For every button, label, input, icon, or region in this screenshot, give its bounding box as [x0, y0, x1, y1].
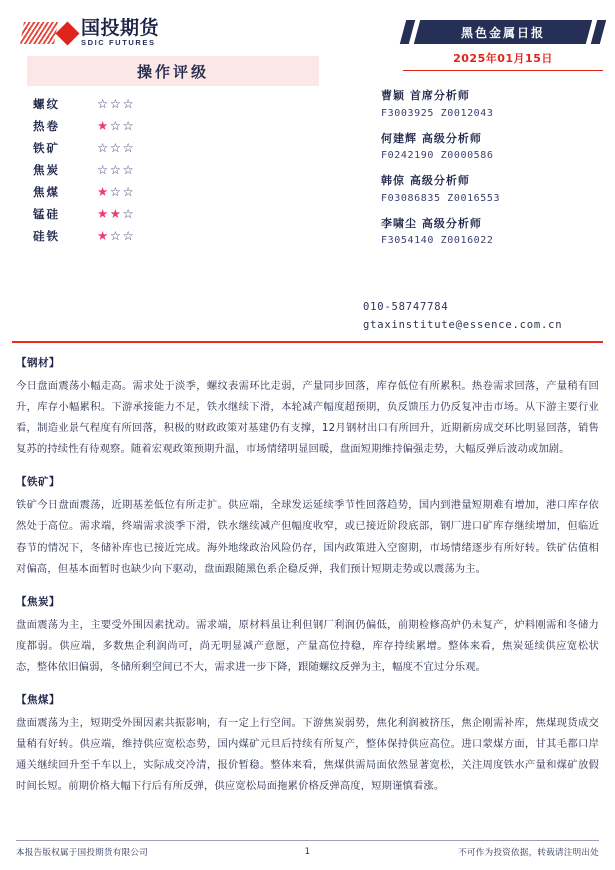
contact-email[interactable]: gtaxinstitute@essence.com.cn — [363, 319, 563, 332]
section-body-text: 今日盘面震荡小幅走高。需求处于淡季，螺纹表需环比走弱，产量同步回落，库存低位有所累积。热卷需求回落，产量稍有回升，库存小幅累积。下游承接能力不足，铁水继续下滑，本轮减产幅度超预期，负反馈压力仍反复冲击市场。从下游主要行业看，制造业景气程度有所回落，积极的财政政策对基建仍有支撑，12月钢材出口有所回升，近期新房成交环比明显回落，销售复苏的持续性有待观察。随着宏观政策预期升温，市场情绪明显回暖，盘面短期维持偏强走势，大幅反弹后波动或加剧。 — [16, 380, 599, 456]
rating-product-name: 焦炭 — [33, 163, 60, 177]
star-empty-icon: ☆ — [97, 140, 110, 155]
logo-hatch-icon — [20, 22, 58, 44]
star-filled-icon: ★ — [109, 206, 123, 221]
rating-stars — [97, 186, 135, 199]
rating-row — [27, 93, 319, 115]
sdic-logo-icon — [22, 20, 81, 46]
star-empty-icon: ☆ — [122, 140, 136, 155]
ratings-title-band — [27, 56, 319, 86]
rating-stars — [97, 208, 135, 221]
rating-row — [27, 115, 319, 137]
star-empty-icon: ☆ — [122, 184, 136, 199]
section-body-text: 盘面震荡为主，主要受外围因素扰动。需求端，原材料虽让利但钢厂利润仍偏低，前期检修高炉仍未复产，炉料刚需和冬储力度都弱。供应端，多数焦企利润尚可，尚无明显减产意愿，产量高位持稳，库存持续累增。整体来看，焦炭延续供应宽松状态，整体依旧偏弱，冬储所剩空间已不大，需求进一步下降，跟随螺纹反弹为主，幅度不宜过分乐观。 — [16, 618, 599, 673]
rating-row — [27, 203, 319, 225]
report-section — [16, 355, 599, 460]
rating-product-name: 热卷 — [33, 119, 60, 133]
analyst-list — [381, 88, 603, 258]
report-title: 黑色金属日报 — [460, 25, 545, 40]
star-empty-icon: ☆ — [97, 96, 110, 111]
rating-row — [27, 159, 319, 181]
star-empty-icon: ☆ — [122, 162, 136, 177]
banner-sliver-left — [400, 20, 415, 44]
rating-product-name: 焦煤 — [33, 185, 60, 199]
operation-ratings-panel — [27, 56, 319, 247]
star-filled-icon: ★ — [97, 206, 110, 221]
star-empty-icon: ☆ — [109, 140, 123, 155]
star-empty-icon: ☆ — [109, 228, 123, 243]
star-empty-icon: ☆ — [97, 162, 110, 177]
brand-name-en: SDIC FUTURES — [81, 38, 156, 48]
analyst-entry — [381, 216, 603, 251]
analyst-name-title: 何建辉 高级分析师 — [381, 131, 482, 145]
report-content — [16, 355, 599, 811]
star-empty-icon: ☆ — [122, 118, 136, 133]
analyst-license-codes: F0242190 Z0000586 — [381, 150, 494, 161]
section-body-text: 铁矿今日盘面震荡，近期基差低位有所走扩。供应端，全球发运延续季节性回落趋势，国内到港量短期难有增加，港口库存依然处于高位。需求端，终端需求淡季下滑，铁水继续减产但幅度收窄，或已接近阶段底部，钢厂进口矿库存继续增加，但临近春节的情况下，冬储补库也已接近完成。海外地缘政治风险仍存，国内政策进入空窗期，市场情绪逐步有所好转。铁矿估值相对偏高，但基本面暂时也缺少向下驱动，盘面跟随黑色系企稳反弹，我们预计短期走势或以震荡为主。 — [16, 499, 599, 575]
rating-product-name: 螺纹 — [33, 97, 60, 111]
rating-product-name: 硅铁 — [33, 229, 60, 243]
rating-row — [27, 225, 319, 247]
star-empty-icon: ☆ — [122, 96, 136, 111]
contact-block — [363, 298, 603, 335]
rating-stars — [97, 120, 135, 133]
logo-text — [81, 19, 159, 47]
section-body-text: 盘面震荡为主，短期受外围因素共振影响，有一定上行空间。下游焦炭弱势，焦化利润被挤压，焦企刚需补库，焦煤现货成交量稍有好转。供应端，维持供应宽松态势，国内煤矿元旦后持续有所复产，整体保持供应高位。进口蒙煤方面，甘其毛都口岸通关继续回升至千车以上，实际成交冷清，报价暂稳。整体来看，焦煤供需局面依然显著宽松，关注周度铁水产量和煤矿放假时间长短。前期价格大幅下行后有所反弹，供应宽松局面拖累价格反弹高度，短期谨慎看涨。 — [16, 717, 599, 793]
report-section — [16, 474, 599, 579]
report-footer — [16, 840, 599, 858]
star-empty-icon: ☆ — [109, 184, 123, 199]
banner-sliver-right — [591, 20, 606, 44]
analyst-entry — [381, 131, 603, 166]
analyst-license-codes: F3054140 Z0016022 — [381, 235, 494, 246]
rating-product-name: 锰硅 — [33, 207, 60, 221]
section-heading: 【钢材】 — [16, 357, 60, 369]
rating-stars — [97, 230, 135, 243]
logo-diamond-icon — [55, 21, 79, 45]
report-section — [16, 594, 599, 678]
brand-name-cn: 国投期货 — [81, 17, 160, 40]
star-empty-icon: ☆ — [109, 162, 123, 177]
analyst-name-title: 李啸尘 高级分析师 — [381, 216, 482, 230]
rating-stars — [97, 142, 135, 155]
footer-divider — [16, 840, 599, 841]
section-heading: 【焦煤】 — [16, 694, 60, 707]
star-empty-icon: ☆ — [109, 96, 123, 111]
footer-page-number: 1 — [304, 847, 311, 857]
footer-copyright: 本报告版权属于国投期货有限公司 — [16, 848, 149, 858]
rating-stars — [97, 164, 135, 177]
footer-disclaimer: 不可作为投资依据，转载请注明出处 — [458, 848, 599, 858]
star-filled-icon: ★ — [97, 118, 110, 133]
star-empty-icon: ☆ — [122, 206, 136, 221]
analyst-entry — [381, 88, 603, 123]
analyst-name-title: 韩倞 高级分析师 — [381, 174, 470, 187]
report-section — [16, 692, 599, 797]
ratings-title: 操作评级 — [136, 62, 209, 81]
report-date: 2025年01月15日 — [453, 52, 553, 65]
analyst-entry — [381, 173, 603, 208]
section-heading: 【焦炭】 — [16, 595, 60, 608]
report-header — [0, 0, 615, 345]
rating-product-name: 铁矿 — [33, 141, 60, 155]
analyst-name-title: 曹颖 首席分析师 — [381, 89, 470, 102]
section-heading: 【铁矿】 — [16, 476, 60, 489]
header-divider — [12, 341, 603, 343]
star-empty-icon: ☆ — [122, 228, 136, 243]
contact-phone: 010-58747784 — [363, 301, 449, 313]
footer-row — [16, 846, 599, 858]
ratings-list — [27, 93, 319, 247]
report-title-banner — [403, 20, 603, 44]
star-filled-icon: ★ — [97, 228, 110, 243]
rating-stars — [97, 98, 135, 111]
star-empty-icon: ☆ — [109, 118, 123, 133]
rating-row — [27, 181, 319, 203]
date-divider — [403, 70, 603, 71]
star-filled-icon: ★ — [97, 184, 110, 199]
rating-row — [27, 137, 319, 159]
analyst-license-codes: F3003925 Z0012043 — [381, 107, 494, 119]
analyst-license-codes: F03086835 Z0016553 — [381, 192, 501, 204]
company-logo — [22, 16, 159, 50]
